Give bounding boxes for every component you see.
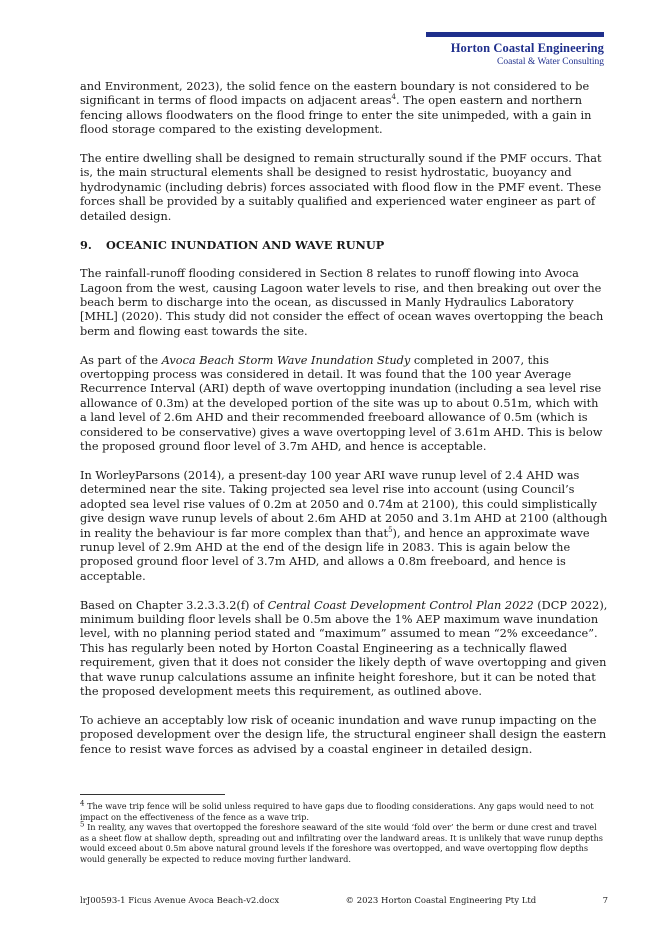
- footnote-ref-5[interactable]: 5: [388, 525, 393, 534]
- paragraph-dcp-2022: Based on Chapter 3.2.3.3.2(f) of Central Coast Development Control Plan 2022 (DCP 2022), minimum building floor levels shall be 0.5m above the 1% AEP maximum wave inundation level, with no planning period stated and “maximum” assumed to mean “2% exceedance”. This has regularly been noted by Horton Coastal Engineering as a technically flawed requirement, given that it does not consider the likely depth of wave overtopping and given that wave runup calculations assume an infinite height foreshore, but it can be noted that the proposed development meets this requirement, as outlined above.: [80, 598, 608, 698]
- paragraph-eastern-fence: To achieve an acceptably low risk of oceanic inundation and wave runup impacting on the proposed development over the design life, the structural engineer shall design the eastern fence to resist wave forces as advised by a coastal engineer in detailed design.: [80, 713, 607, 756]
- page-footer: [80, 896, 608, 906]
- company-tagline: Coastal & Water Consulting: [497, 57, 604, 67]
- section-title: OCEANIC INUNDATION AND WAVE RUNUP: [106, 238, 385, 253]
- footnote-ref-4[interactable]: 4: [391, 93, 396, 102]
- body-content: [80, 80, 608, 771]
- page-header: [426, 32, 604, 67]
- footnotes: [80, 801, 608, 864]
- footnote-5: $^5$ In reality, any waves that overtopped the foreshore seaward of the site would ‘fold over’ the berm or dune crest and travel as a sheet flow at shallow depth, spreading out and infiltrating over the landward areas. It is unlikely that wave runup depths would exceed about 0.5m above natural ground levels if the foreshore was overtopped, and wave overtopping flow depths would generally be expected to reduce moving further landward.: [80, 820, 603, 864]
- section-number: 9.: [80, 238, 92, 253]
- header-bar: [426, 32, 604, 37]
- document-filename: lrJ00593-1 Ficus Avenue Avoca Beach-v2.docx: [80, 896, 280, 906]
- copyright-notice: © 2023 Horton Coastal Engineering Pty Ltd: [345, 896, 537, 906]
- section-heading: [80, 238, 608, 252]
- paragraph-worleyparsons: In WorleyParsons (2014), a present-day 100 year ARI wave runup level of 2.4 AHD was determined near the site. Taking projected sea level rise into account (using Council’s adopted sea level rise values of 0.2m at 2050 and 0.74m at 2100), this could simplistically give design wave runup levels of about 2.6m AHD at 2050 and 3.1m AHD at 2100 (although in reality the behaviour is far more complex than that$^5$), and hence an approximate wave runup level of 2.9m AHD at the end of the design life in 2083. This is again below the proposed ground floor level of 3.7m AHD, and allows a 0.8m freeboard, and hence is acceptable.: [80, 468, 608, 583]
- page-number: 7: [602, 896, 608, 906]
- company-name: Horton Coastal Engineering: [450, 41, 604, 55]
- footnote-divider: [80, 794, 225, 795]
- paragraph-flood-impacts: and Environment, 2023), the solid fence on the eastern boundary is not considered to be significant in terms of flood impacts on adjacent areas$^4$. The open eastern and northern fencing allows floodwaters on the flood fringe to enter the site unimpeded, with a gain in flood storage compared to the existing development.: [80, 80, 592, 137]
- footnote-4: $^4$ The wave trip fence will be solid unless required to have gaps due to flooding considerations. Any gaps would need to not impact on the effectiveness of the fence as a wave trip.: [80, 799, 594, 822]
- dcp-title: Central Coast Development Control Plan 2022: [267, 598, 534, 612]
- paragraph-pmf-structural: The entire dwelling shall be designed to remain structurally sound if the PMF occurs. That is, the main structural elements shall be designed to resist hydrostatic, buoyancy and hydrodynamic (including debris) forces associated with flood flow in the PMF event. These forces shall be provided by a suitably qualified and experienced water engineer as part of detailed design.: [80, 152, 602, 223]
- study-title: Avoca Beach Storm Wave Inundation Study: [161, 353, 411, 367]
- paragraph-avoca-study: As part of the Avoca Beach Storm Wave Inundation Study completed in 2007, this overtopping process was considered in detail. It was found that the 100 year Average Recurrence Interval (ARI) depth of wave overtopping inundation (including a sea level rise allowance of 0.3m) at the developed portion of the site was up to about 0.51m, which with a land level of 2.6m AHD and their recommended freeboard allowance of 0.5m (which is considered to be conservative) gives a wave overtopping level of 3.61m AHD. This is below the proposed ground floor level of 3.7m AHD, and hence is acceptable.: [80, 353, 603, 454]
- paragraph-rainfall-runoff: The rainfall-runoff flooding considered in Section 8 relates to runoff flowing into Avoca Lagoon from the west, causing Lagoon water levels to rise, and then breaking out over the beach berm to discharge into the ocean, as discussed in Manly Hydraulics Laboratory [MHL] (2020). This study did not consider the effect of ocean waves overtopping the beach berm and flowing east towards the site.: [80, 267, 604, 338]
